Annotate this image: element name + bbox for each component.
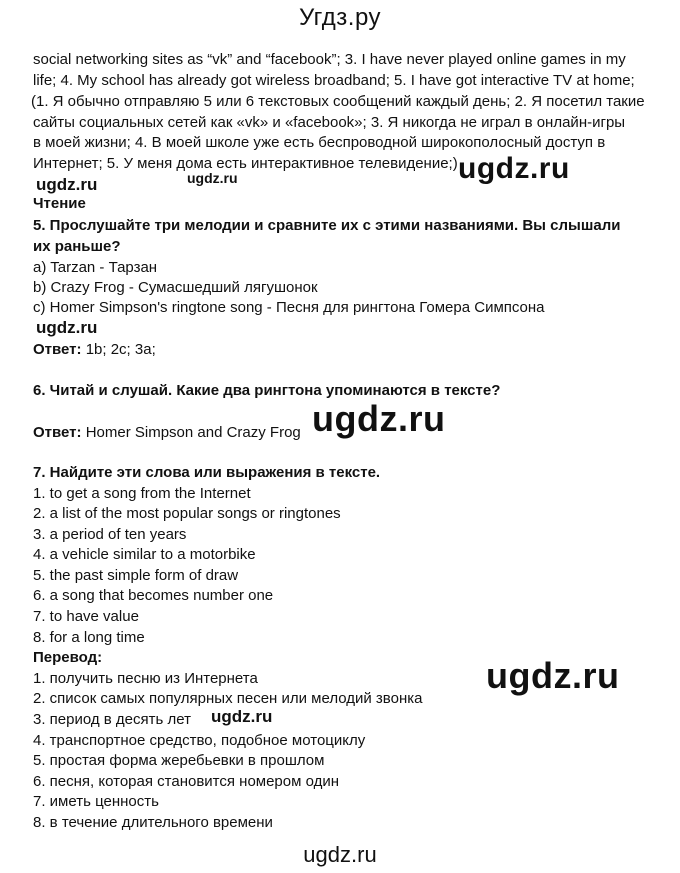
task7-item: 5. the past simple form of draw [33,567,239,584]
translation-item: 4. транспортное средство, подобное мотоциклу [33,732,366,749]
task7-item: 3. a period of ten years [33,526,187,543]
answer-label: Ответ: [33,341,82,358]
watermark: ugdz.ru [36,318,98,337]
translation-item: 2. список самых популярных песен или мелодий звонка [33,690,423,707]
task7-item: 1. to get a song from the Internet [33,485,251,502]
translation-item: 3. период в десять лет [33,711,191,728]
intro-line: Интернет; 5. У меня дома есть интерактивное телевидение;) [33,155,458,172]
intro-line: (1. Я обычно отправляю 5 или 6 текстовых сообщений каждый день; 2. Я посетил такие [31,93,645,110]
translation-item: 6. песня, которая становится номером один [33,773,340,790]
task5-title: их раньше? [33,238,121,255]
watermark: ugdz.ru [312,398,446,439]
translation-label: Перевод: [33,649,103,666]
answer-label: Ответ: [33,424,82,441]
translation-item: 8. в течение длительного времени [33,814,273,831]
watermark: ugdz.ru [36,175,98,194]
intro-line: life; 4. My school has already got wireless broadband; 5. I have got interactive TV at home; [33,72,635,89]
task6-title: 6. Читай и слушай. Какие два рингтона упоминаются в тексте? [33,382,501,399]
task5-item: a) Tarzan - Тарзан [33,259,158,276]
answer-text: 1b; 2c; 3a; [81,341,156,358]
translation-item: 5. простая форма жеребьевки в прошлом [33,752,325,769]
task7-item: 7. to have value [33,608,139,625]
task5-item: c) Homer Simpson's ringtone song - Песня для рингтона Гомера Симпсона [33,299,545,316]
task6-answer [33,423,301,443]
task7-title: 7. Найдите эти слова или выражения в тексте. [33,464,381,481]
task5-answer [33,340,156,360]
footer-site: ugdz.ru [303,842,377,867]
intro-line: в моей жизни; 4. В моей школе уже есть беспроводной широкополосный доступ в [33,134,606,151]
translation-item: 7. иметь ценность [33,793,159,810]
watermark: ugdz.ru [458,152,570,185]
task7-item: 6. a song that becomes number one [33,587,274,604]
intro-line: сайты социальных сетей как «vk» и «facebook»; 3. Я никогда не играл в онлайн-игры [33,114,626,131]
watermark: ugdz.ru [187,170,238,186]
answer-text: Homer Simpson and Crazy Frog [81,424,301,441]
watermark: ugdz.ru [486,655,620,696]
reading-heading: Чтение [33,195,86,212]
task5-item: b) Crazy Frog - Сумасшедший лягушонок [33,279,318,296]
task5-title: 5. Прослушайте три мелодии и сравните их с этими названиями. Вы слышали [33,217,621,234]
task7-item: 4. a vehicle similar to a motorbike [33,546,256,563]
translation-item: 1. получить песню из Интернета [33,670,258,687]
watermark: ugdz.ru [211,707,273,726]
task7-item: 8. for a long time [33,629,145,646]
task7-item: 2. a list of the most popular songs or ringtones [33,505,341,522]
site-title: Угдз.ру [298,4,382,31]
intro-line: social networking sites as “vk” and “facebook”; 3. I have never played online games in my [33,51,626,68]
